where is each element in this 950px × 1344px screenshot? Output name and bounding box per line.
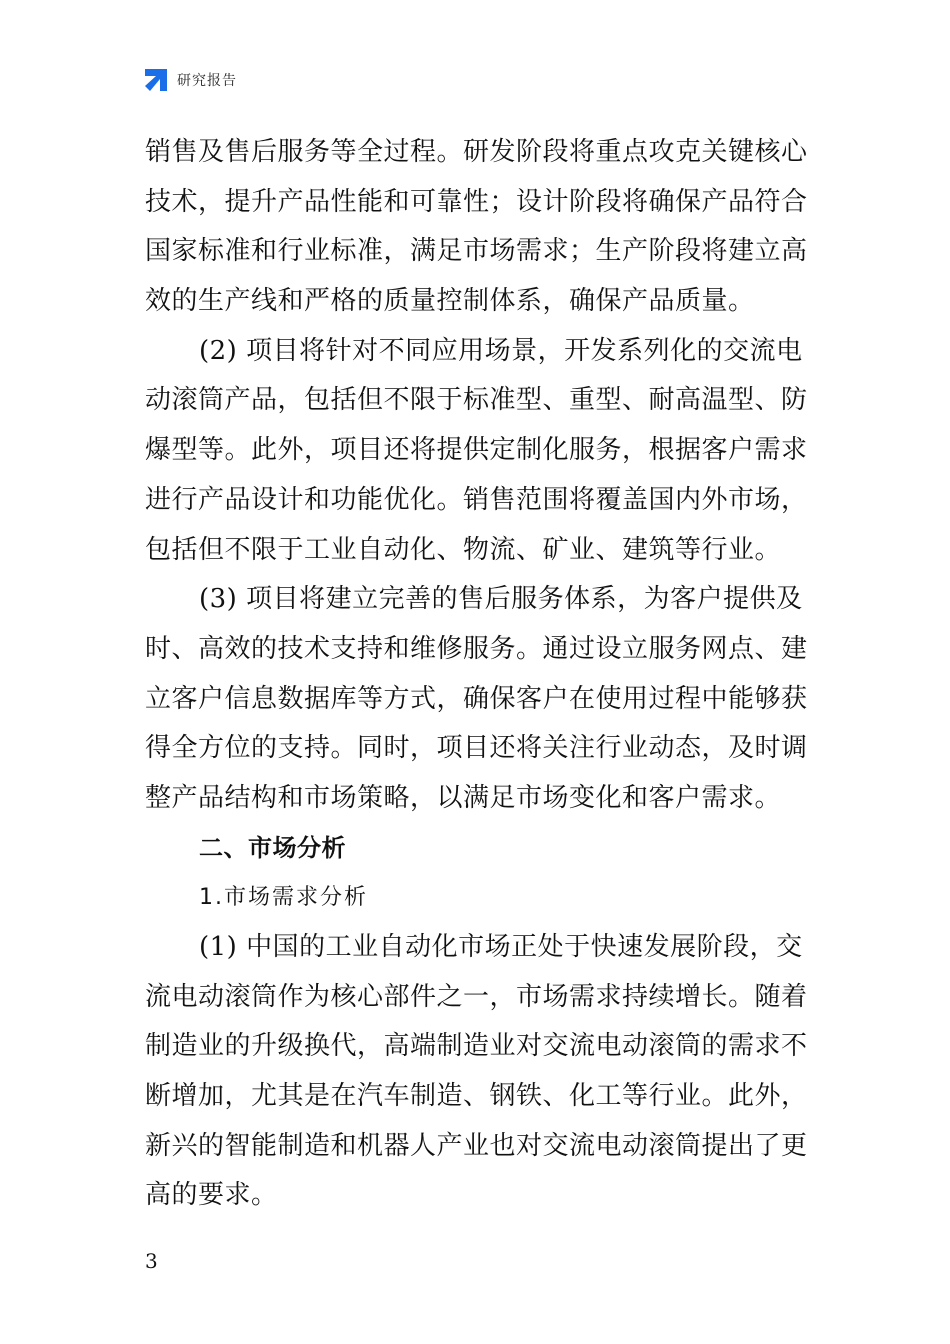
- text-line: 包括但不限于工业自动化、物流、矿业、建筑等行业。: [145, 534, 782, 565]
- text-line: 高的要求。: [145, 1180, 278, 1211]
- text-line: 得全方位的支持。同时，项目还将关注行业动态，及时调: [145, 733, 808, 764]
- text-line: 国家标准和行业标准，满足市场需求；生产阶段将建立高: [145, 236, 808, 267]
- text-line: 销售及售后服务等全过程。研发阶段将重点攻克关键核心: [145, 137, 808, 167]
- text-line: 新兴的智能制造和机器人产业也对交流电动滚筒提出了更: [145, 1130, 808, 1161]
- text-line: 技术，提升产品性能和可靠性；设计阶段将确保产品符合: [145, 186, 808, 217]
- page-number: 3: [145, 1249, 158, 1273]
- text-line: (3) 项目将建立完善的售后服务体系，为客户提供及: [199, 584, 803, 615]
- text-line: 爆型等。此外，项目还将提供定制化服务，根据客户需求: [145, 435, 808, 466]
- document-body: [145, 128, 807, 1221]
- page-header: [143, 66, 237, 94]
- text-line: 整产品结构和市场策略，以满足市场变化和客户需求。: [145, 782, 782, 813]
- text-line: 立客户信息数据库等方式，确保客户在使用过程中能够获: [145, 683, 808, 714]
- subsection-heading: 1.市场需求分析: [199, 885, 368, 911]
- text-line: (2) 项目将针对不同应用场景，开发系列化的交流电: [199, 335, 803, 366]
- section-heading: 二、市场分析: [199, 833, 346, 862]
- text-line: 进行产品设计和功能优化。销售范围将覆盖国内外市场，: [145, 484, 808, 515]
- text-line: 流电动滚筒作为核心部件之一，市场需求持续增长。随着: [145, 981, 808, 1012]
- text-line: 时、高效的技术支持和维修服务。通过设立服务网点、建: [145, 633, 808, 664]
- text-line: 动滚筒产品，包括但不限于标准型、重型、耐高温型、防: [145, 385, 808, 416]
- text-line: 效的生产线和严格的质量控制体系，确保产品质量。: [145, 286, 755, 317]
- arrow-up-right-icon: [143, 67, 169, 93]
- text-line: 制造业的升级换代，高端制造业对交流电动滚筒的需求不: [145, 1031, 808, 1062]
- text-line: 断增加，尤其是在汽车制造、钢铁、化工等行业。此外，: [145, 1081, 808, 1112]
- header-title: 研究报告: [177, 73, 237, 89]
- text-line: (1) 中国的工业自动化市场正处于快速发展阶段，交: [199, 932, 803, 962]
